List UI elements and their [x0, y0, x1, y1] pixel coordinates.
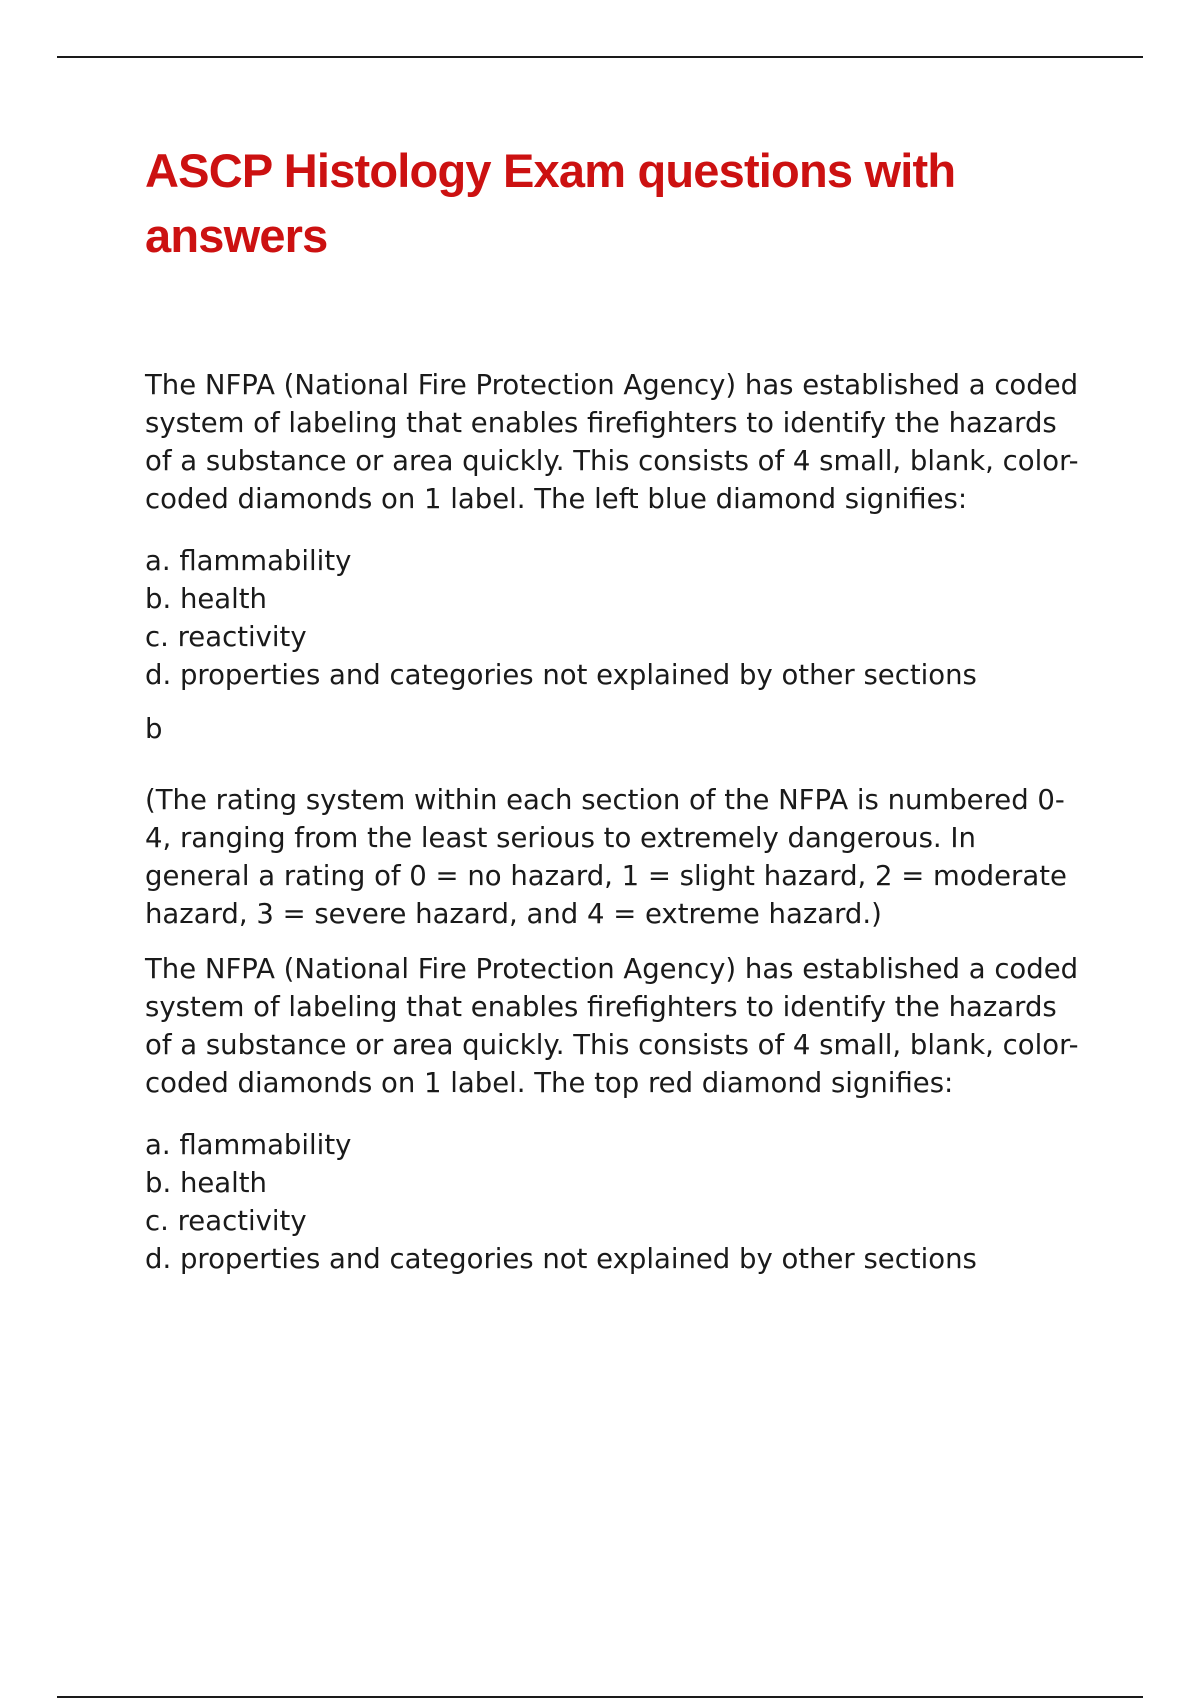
explanation-text: (The rating system within each section of the NFPA is numbered 0-4, ranging from the least serious to extremely dangerous. In general a rating of 0 = no hazard, 1 = slight hazard, 2 = moderate hazard, 3 = severe hazard, and 4 = extreme hazard.)	[145, 784, 1067, 930]
option-item: a. flammability	[145, 1129, 352, 1161]
document-title: ASCP Histology Exam questions with answers	[145, 144, 956, 262]
answer-text: b	[145, 713, 163, 745]
header-rule	[57, 56, 1143, 58]
answer-options	[145, 1126, 1085, 1278]
option-item: d. properties and categories not explained by other sections	[145, 1243, 977, 1275]
document-body	[145, 366, 1085, 1278]
question-text: The NFPA (National Fire Protection Agency) has established a coded system of labeling that enables firefighters to identify the hazards of a substance or area quickly. This consists of 4 small, blank, color-coded diamonds on 1 label. The left blue diamond signifies:	[145, 369, 1079, 515]
option-item: b. health	[145, 583, 267, 615]
option-item: c. reactivity	[145, 621, 307, 653]
option-item: d. properties and categories not explained by other sections	[145, 659, 977, 691]
option-item: a. flammability	[145, 545, 352, 577]
answer-options	[145, 542, 1085, 694]
option-item: b. health	[145, 1167, 267, 1199]
footer-rule	[57, 1696, 1143, 1698]
question-text: The NFPA (National Fire Protection Agency) has established a coded system of labeling that enables firefighters to identify the hazards of a substance or area quickly. This consists of 4 small, blank, color-coded diamonds on 1 label. The top red diamond signifies:	[145, 953, 1079, 1099]
option-item: c. reactivity	[145, 1205, 307, 1237]
